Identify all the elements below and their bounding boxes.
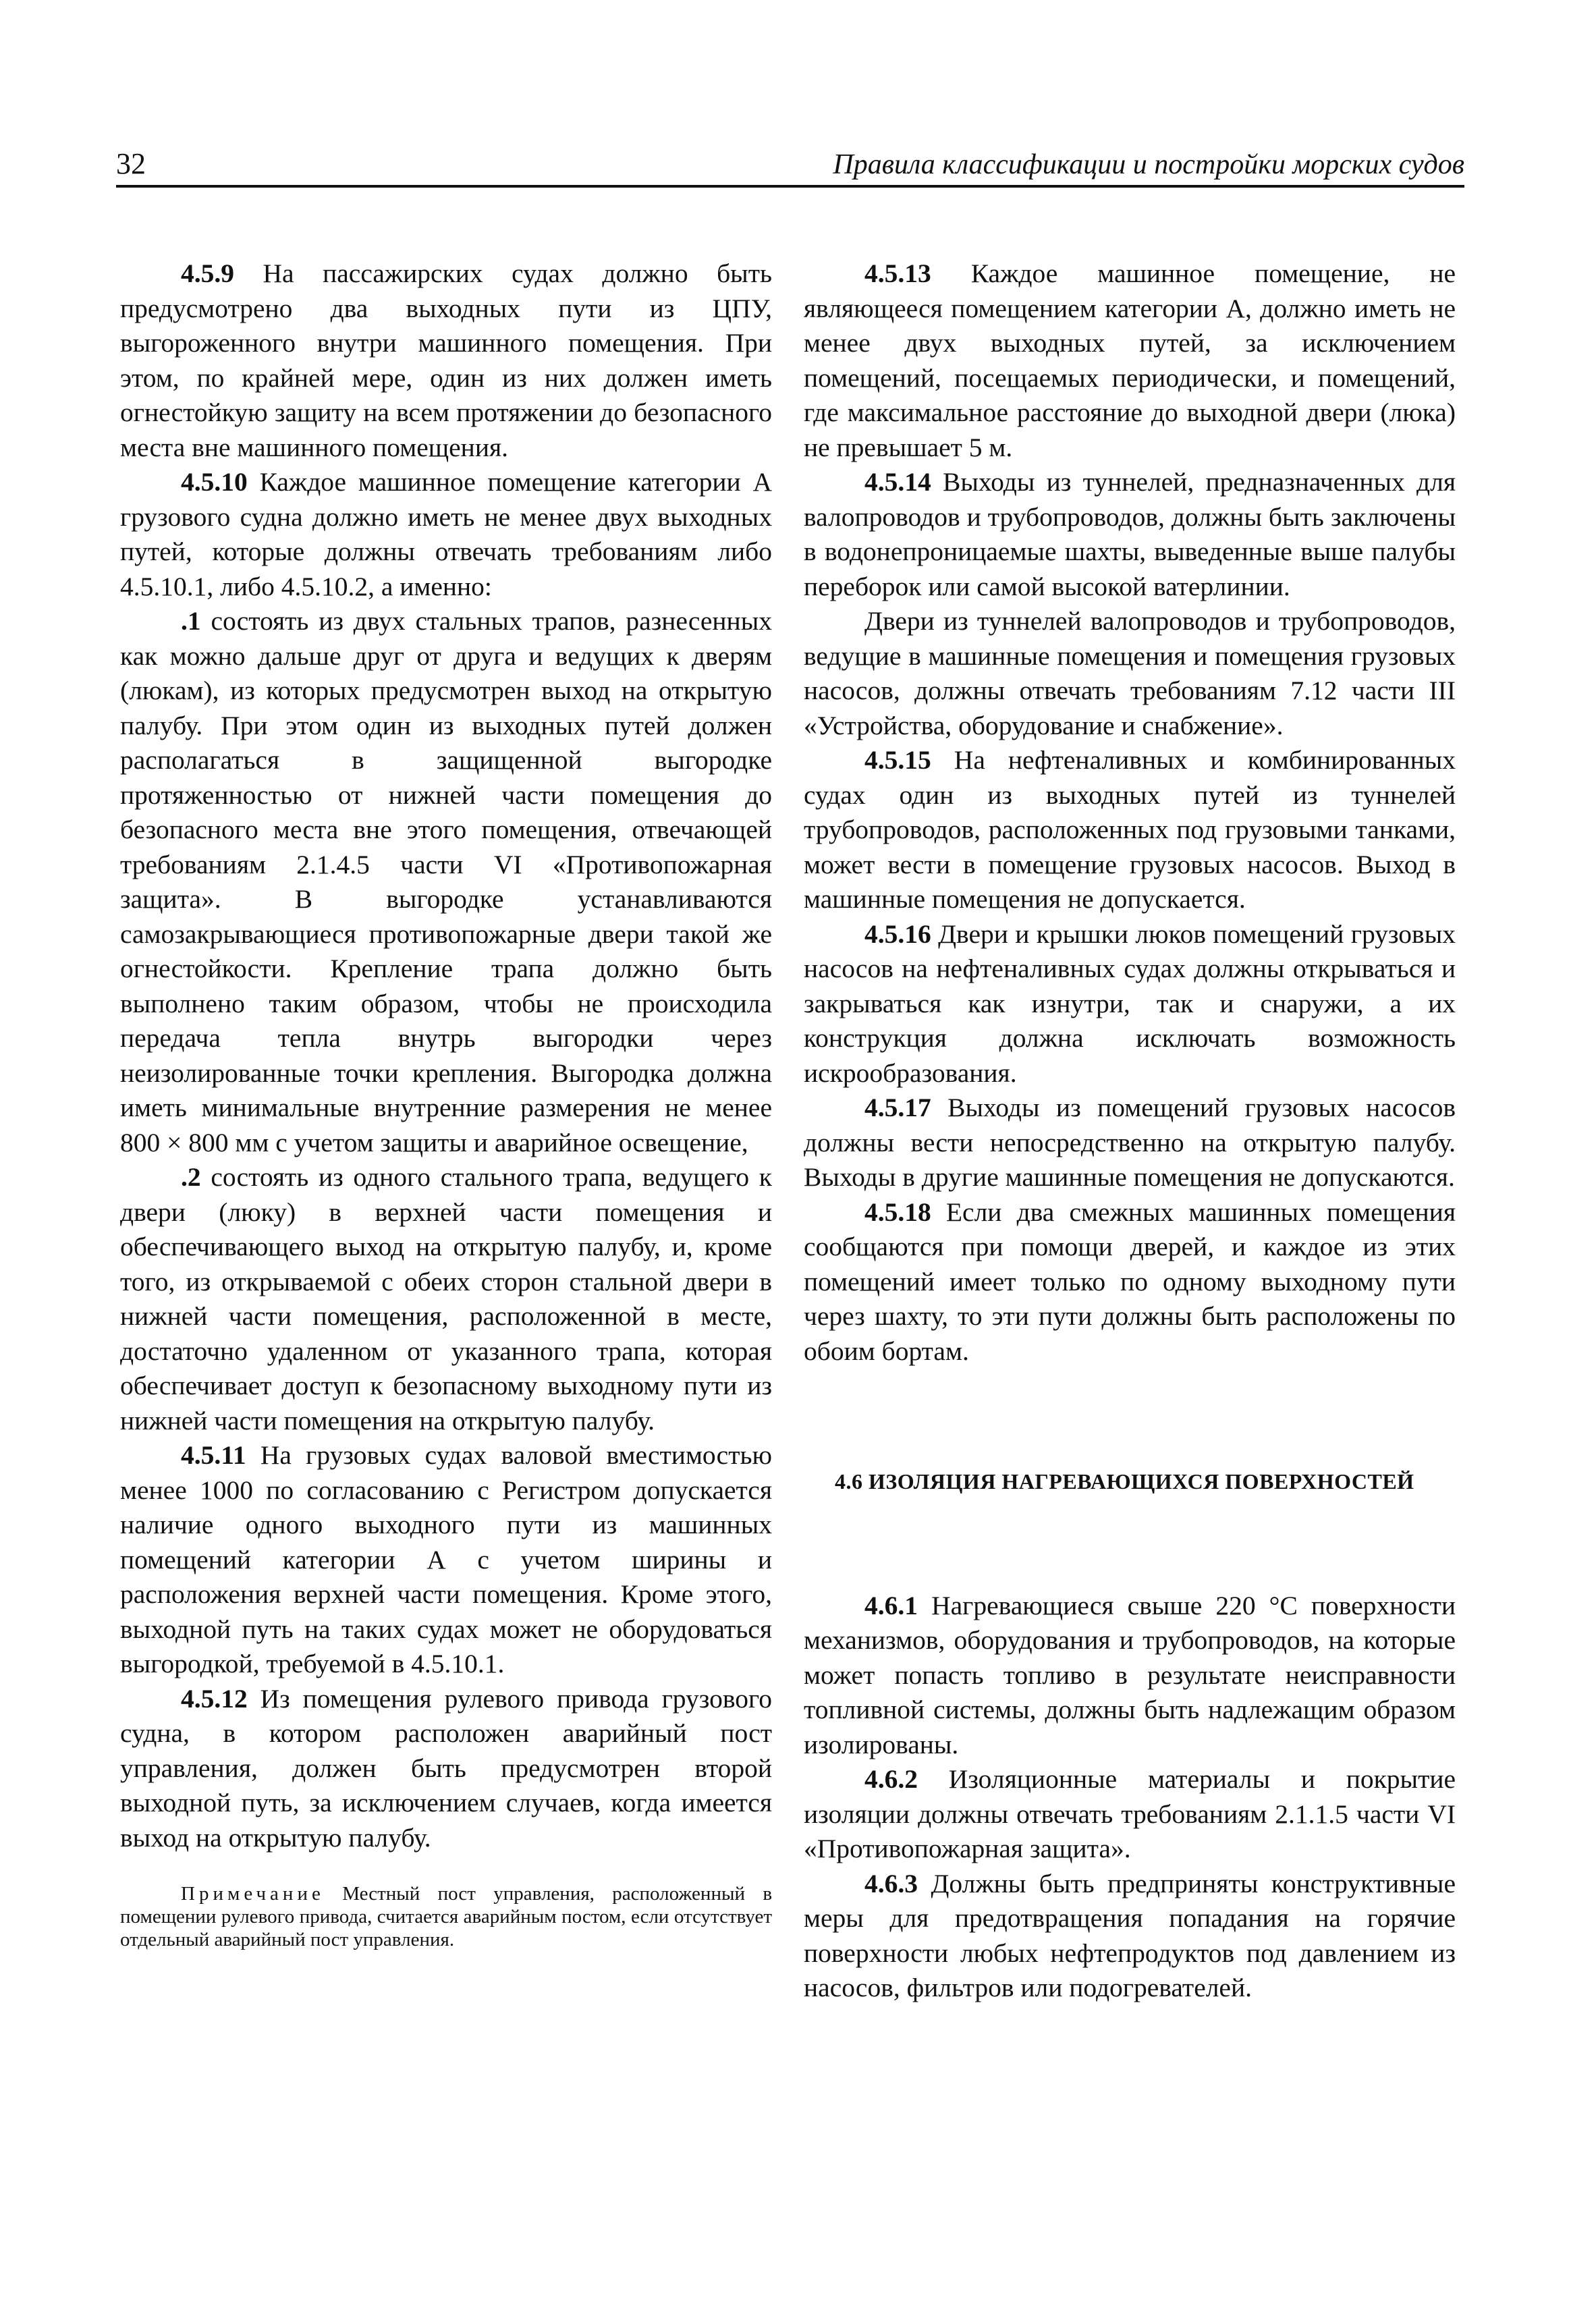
paragraph-4-5-18 <box>804 1195 1456 1369</box>
paragraph-number: 4.5.14 <box>864 467 931 497</box>
paragraph-4-5-14 <box>804 465 1456 604</box>
paragraph-number: 4.5.11 <box>181 1440 246 1470</box>
list-item-1 <box>120 604 772 1160</box>
paragraph-4-5-10 <box>120 465 772 604</box>
page-header <box>116 147 1464 188</box>
list-item-number: .1 <box>181 606 201 636</box>
paragraph-text: На пассажирских судах должно быть предусмотрено два выходных пути из ЦПУ, выгороженного внутри машинного помещения. При этом, по крайней мере, один из них должен иметь огнестойкую защиту на всем протяжении до безопасного места вне машинного помещения. <box>120 258 772 462</box>
paragraph-number: 4.6.3 <box>864 1868 918 1898</box>
paragraph-text: Каждое машинное помещение, не являющееся помещением категории А, должно иметь не менее двух выходных путей, за исключением помещений, посещаемых периодически, и помещений, где максимальное расстояние до выходной двери (люка) не превышает 5 м. <box>804 258 1456 462</box>
paragraph-text: Выходы из помещений грузовых насосов должны вести непосредственно на открытую палубу. Выходы в другие машинные помещения не допускаются. <box>804 1093 1456 1192</box>
note-text: Местный пост управления, расположенный в помещении рулевого привода, считается аварийным постом, если отсутствует отдельный аварийный пост управления. <box>120 1883 773 1950</box>
paragraph-number: 4.5.10 <box>181 467 248 497</box>
paragraph-number: 4.6.1 <box>864 1590 918 1620</box>
paragraph-text: На нефтеналивных и комбинированных судах один из выходных путей из туннелей трубопроводов, расположенных под грузовыми танками, может вести в помещение грузовых насосов. Выход в машинные помещения не допускается. <box>804 745 1456 914</box>
paragraph-number: 4.5.9 <box>181 258 234 288</box>
paragraph-text: Если два смежных машинных помещения сообщаются при помощи дверей, и каждое из этих помещений имеет только по одному выходному пути через шахту, то эти пути должны быть расположены по обоим бортам. <box>804 1197 1456 1366</box>
note-label: Примечание <box>181 1883 325 1905</box>
paragraph-number: 4.5.18 <box>864 1197 931 1227</box>
paragraph-4-5-9 <box>120 256 772 465</box>
paragraph-4-5-15 <box>804 743 1456 917</box>
paragraph-number: 4.5.12 <box>181 1683 248 1714</box>
running-title: Правила классификации и постройки морских судов <box>833 149 1464 180</box>
paragraph-text: Двери из туннелей валопроводов и трубопроводов, ведущие в машинные помещения и помещения грузовых насосов, должны отвечать требованиям 7.12 части III «Устройства, оборудование и снабжение». <box>804 606 1456 740</box>
paragraph-number: 4.6.2 <box>864 1764 918 1794</box>
paragraph-text: Двери и крышки люков помещений грузовых насосов на нефтеналивных судах должны открываться и закрываться как изнутри, так и снаружи, а их конструкция должна исключать возможность искрообразования. <box>804 919 1456 1088</box>
list-item-text: состоять из одного стального трапа, ведущего к двери (люку) в верхней части помещения и обеспечивающего выход на открытую палубу, и, кроме того, из открываемой с обеих сторон стальной двери в нижней части помещения, расположенной в месте, достаточно удаленном от указанного трапа, которая обеспечивает доступ к безопасному выходному пути из нижней части помещения на открытую палубу. <box>120 1162 772 1435</box>
page-number: 32 <box>116 147 146 180</box>
section-heading: 4.6 ИЗОЛЯЦИЯ НАГРЕВАЮЩИХСЯ ПОВЕРХНОСТЕЙ <box>835 1469 1414 1494</box>
paragraph-4-5-13 <box>804 256 1456 465</box>
paragraph-4-5-12 <box>120 1682 772 1856</box>
paragraph-4-6-3 <box>804 1867 1456 2006</box>
paragraph-text: Нагревающиеся свыше 220 °С поверхности механизмов, оборудования и трубопроводов, на которые может попасть топливо в результате неисправности топливной системы, должны быть надлежащим образом изолированы. <box>804 1590 1456 1759</box>
list-item-text: состоять из двух стальных трапов, разнесенных как можно дальше друг от друга и ведущих к дверям (люкам), из которых предусмотрен выход на открытую палубу. При этом один из выходных путей должен располагаться в защищенной выгородке протяженностью от нижней части помещения до безопасного места вне этого помещения, отвечающей требованиям 2.1.4.5 части VI «Противопожарная защита». В выгородке устанавливаются самозакрывающиеся противопожарные двери такой же огнестойкости. Крепление трапа должно быть выполнено таким образом, чтобы не происходила передача тепла внутрь выгородки через неизолированные точки крепления. Выгородка должна иметь минимальные внутренние размерения не менее 800 × 800 мм с учетом защиты и аварийное освещение, <box>120 606 772 1157</box>
paragraph-text: Выходы из туннелей, предназначенных для валопроводов и трубопроводов, должны быть заключены в водонепроницаемые шахты, выведенные выше палубы переборок или самой высокой ватерлинии. <box>804 467 1456 601</box>
paragraph-text: На грузовых судах валовой вместимостью менее 1000 по согласованию с Регистром допускается наличие одного выходного пути из машинных помещений категории А с учетом ширины и расположения верхней части помещения. Кроме этого, выходной путь на таких судах может не оборудоваться выгородкой, требуемой в 4.5.10.1. <box>120 1440 772 1678</box>
paragraph-number: 4.5.17 <box>864 1093 931 1122</box>
right-column <box>804 256 1456 2006</box>
paragraph-4-5-14-continued <box>804 604 1456 743</box>
paragraph-number: 4.5.16 <box>864 919 931 949</box>
paragraph-number: 4.5.13 <box>864 258 931 288</box>
paragraph-4-6-2 <box>804 1762 1456 1867</box>
paragraph-text: Должны быть предприняты конструктивные меры для предотвращения попадания на горячие поверхности любых нефтепродуктов под давлением из насосов, фильтров или подогревателей. <box>804 1868 1456 2002</box>
list-item-2 <box>120 1160 772 1438</box>
paragraph-number: 4.5.15 <box>864 745 931 775</box>
paragraph-text: Изоляционные материалы и покрытие изоляции должны отвечать требованиям 2.1.1.5 части VI «Противопожарная защита». <box>804 1764 1456 1863</box>
paragraph-4-5-16 <box>804 917 1456 1091</box>
note <box>120 1882 772 1951</box>
paragraph-text: Из помещения рулевого привода грузового судна, в котором расположен аварийный пост управления, должен быть предусмотрен второй выходной путь, за исключением случаев, когда имеется выход на открытую палубу. <box>120 1683 772 1853</box>
paragraph-4-6-1 <box>804 1589 1456 1763</box>
paragraph-4-5-11 <box>120 1438 772 1682</box>
left-column <box>120 256 772 1951</box>
paragraph-text: Каждое машинное помещение категории А грузового судна должно иметь не менее двух выходных путей, которые должны отвечать требованиям либо 4.5.10.1, либо 4.5.10.2, а именно: <box>120 467 773 601</box>
list-item-number: .2 <box>181 1162 201 1192</box>
paragraph-4-5-17 <box>804 1091 1456 1195</box>
